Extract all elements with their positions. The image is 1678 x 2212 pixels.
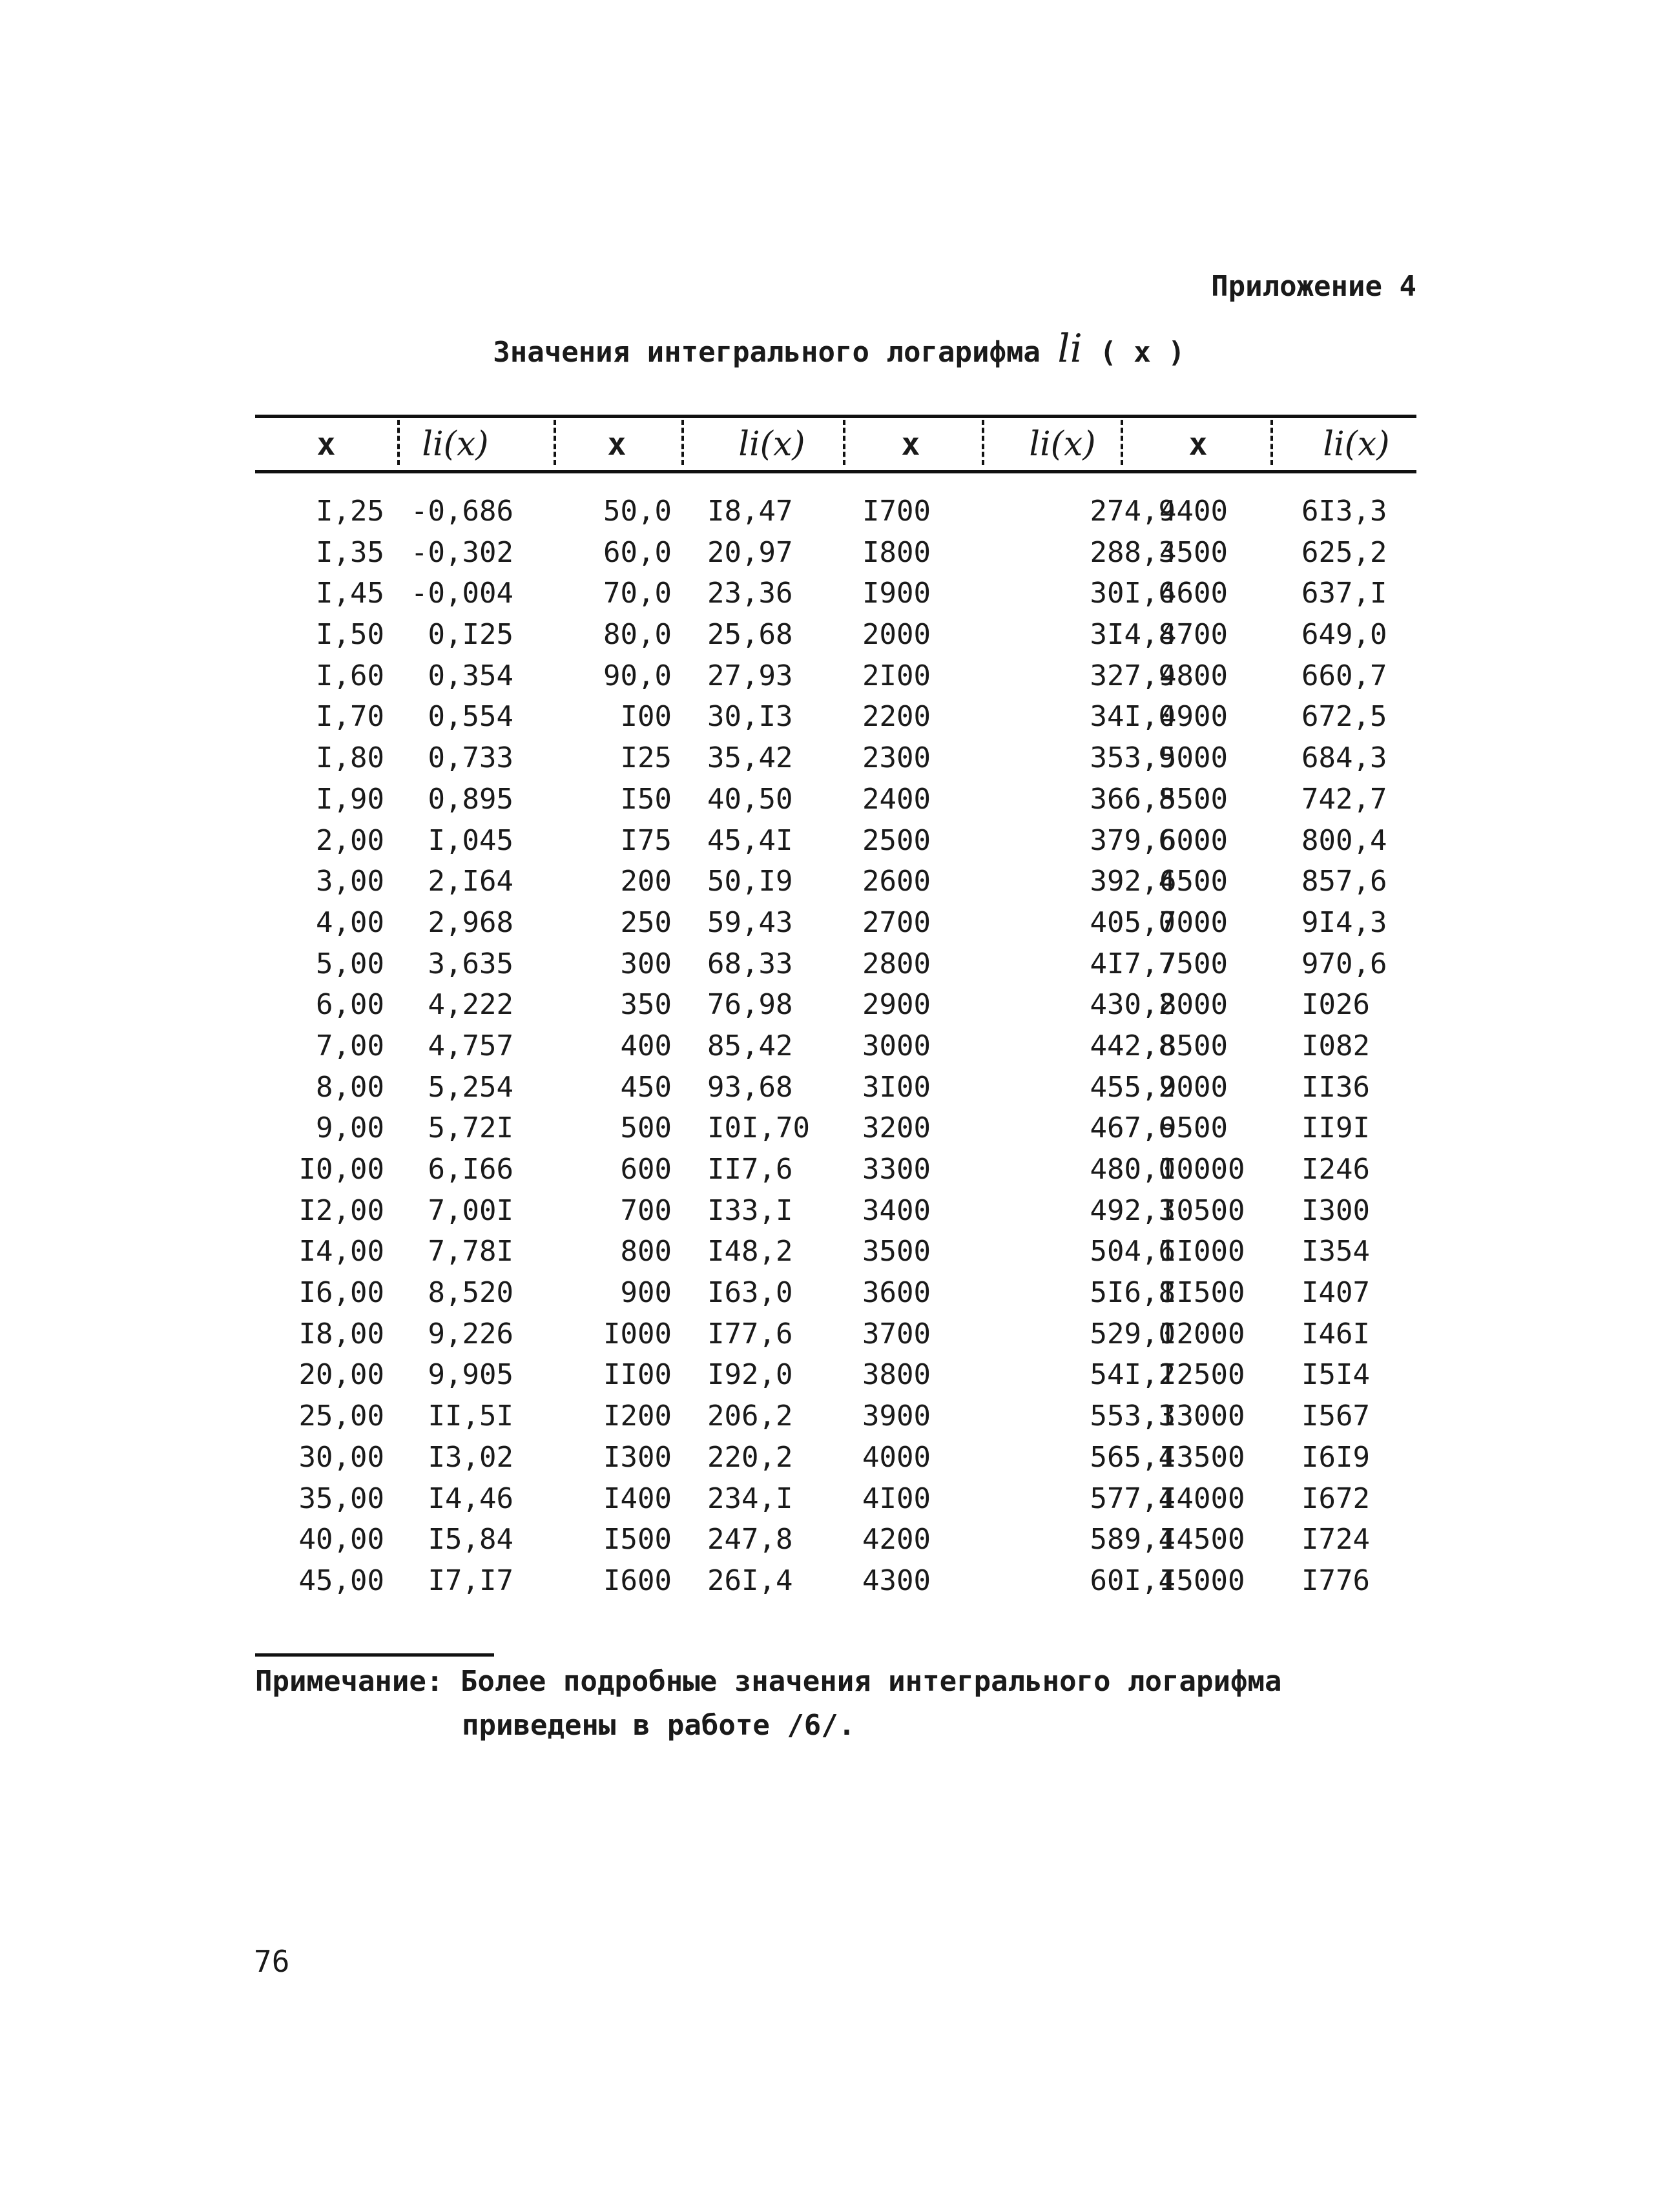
- cell-x: 900: [620, 1276, 672, 1310]
- cell-li: 970,6: [1301, 947, 1387, 980]
- cell-x: 5500: [1159, 782, 1228, 816]
- cell-li: 220,2: [707, 1440, 793, 1474]
- cell-x: 60,0: [603, 535, 672, 569]
- cell-x: 600: [620, 1153, 672, 1186]
- cell-x: I3500: [1159, 1440, 1245, 1474]
- cell-x: II00: [603, 1358, 672, 1392]
- column-separator: [397, 420, 400, 465]
- cell-x: 2,00: [316, 823, 384, 857]
- table-row: [255, 1190, 1416, 1232]
- cell-x: I600: [603, 1564, 672, 1597]
- cell-x: 6500: [1159, 865, 1228, 898]
- cell-li: 5I6,8: [1090, 1276, 1176, 1310]
- cell-li: 327,9: [1090, 659, 1176, 692]
- cell-li: 8,520: [428, 1276, 513, 1310]
- header-cell-li: li(x): [422, 425, 489, 464]
- cell-x: I2,00: [298, 1194, 384, 1227]
- cell-x: I25: [620, 741, 672, 775]
- column-separator: [1270, 420, 1273, 465]
- footnote-label: Примечание:: [255, 1665, 444, 1698]
- cell-li: II,5I: [428, 1400, 513, 1433]
- cell-x: I,45: [316, 577, 384, 610]
- appendix-label: Приложение 4: [1211, 270, 1416, 303]
- cell-li: 3I4,8: [1090, 618, 1176, 652]
- table-row: [255, 614, 1416, 656]
- cell-li: 379,6: [1090, 823, 1176, 857]
- cell-li: I246: [1301, 1153, 1370, 1186]
- cell-x: 300: [620, 947, 672, 980]
- table-top-rule: [255, 415, 1416, 418]
- cell-x: 400: [620, 1029, 672, 1062]
- cell-li: I5,84: [428, 1523, 513, 1556]
- cell-x: I4,00: [298, 1235, 384, 1268]
- cell-x: 800: [620, 1235, 672, 1268]
- cell-li: II36: [1301, 1070, 1370, 1104]
- cell-x: 3500: [862, 1235, 931, 1268]
- cell-li: 234,I: [707, 1482, 793, 1515]
- cell-li: -0,004: [411, 577, 513, 610]
- cell-x: 2700: [862, 905, 931, 939]
- cell-li: 442,8: [1090, 1029, 1176, 1062]
- cell-li: I48,2: [707, 1235, 793, 1268]
- cell-x: 2I00: [862, 659, 931, 692]
- cell-x: 9000: [1159, 1070, 1228, 1104]
- cell-x: 6,00: [316, 988, 384, 1022]
- cell-li: I33,I: [707, 1194, 793, 1227]
- cell-x: 3000: [862, 1029, 931, 1062]
- cell-li: 68,33: [707, 947, 793, 980]
- cell-li: I5I4: [1301, 1358, 1370, 1392]
- cell-x: I0500: [1159, 1194, 1245, 1227]
- table-row: [255, 1354, 1416, 1396]
- cell-li: 565,4: [1090, 1440, 1176, 1474]
- cell-x: 7000: [1159, 905, 1228, 939]
- cell-x: I4000: [1159, 1482, 1245, 1515]
- cell-li: I724: [1301, 1523, 1370, 1556]
- header-cell-li: li(x): [1029, 425, 1096, 464]
- footnote-line-1: Более подробные значения интегрального логарифма: [460, 1665, 1282, 1698]
- cell-x: I000: [603, 1317, 672, 1350]
- cell-li: 25,68: [707, 618, 793, 652]
- cell-x: I2500: [1159, 1358, 1245, 1392]
- cell-x: 2300: [862, 741, 931, 775]
- cell-li: 34I,0: [1090, 700, 1176, 734]
- table-row: [255, 1560, 1416, 1602]
- header-cell-x: x: [901, 426, 920, 462]
- table-body: [255, 491, 1416, 1602]
- table-row: [255, 656, 1416, 697]
- cell-x: I0,00: [298, 1153, 384, 1186]
- cell-li: I082: [1301, 1029, 1370, 1062]
- cell-x: 4,00: [316, 905, 384, 939]
- cell-li: I776: [1301, 1564, 1370, 1597]
- cell-li: I6I9: [1301, 1440, 1370, 1474]
- cell-x: 2500: [862, 823, 931, 857]
- cell-x: I,60: [316, 659, 384, 692]
- cell-x: I,90: [316, 782, 384, 816]
- cell-x: II500: [1159, 1276, 1245, 1310]
- cell-li: I3,02: [428, 1440, 513, 1474]
- cell-x: I300: [603, 1440, 672, 1474]
- cell-x: 5,00: [316, 947, 384, 980]
- cell-li: 504,6: [1090, 1235, 1176, 1268]
- table-row: [255, 984, 1416, 1026]
- cell-x: 2600: [862, 865, 931, 898]
- cell-li: I026: [1301, 988, 1370, 1022]
- cell-li: 9I4,3: [1301, 905, 1387, 939]
- cell-x: 3,00: [316, 865, 384, 898]
- cell-x: I200: [603, 1400, 672, 1433]
- cell-li: 405,0: [1090, 905, 1176, 939]
- cell-x: I,35: [316, 535, 384, 569]
- header-cell-x: x: [316, 426, 336, 462]
- cell-li: 59,43: [707, 905, 793, 939]
- table-row: [255, 1067, 1416, 1108]
- cell-li: I672: [1301, 1482, 1370, 1515]
- cell-li: 23,36: [707, 577, 793, 610]
- cell-li: 247,8: [707, 1523, 793, 1556]
- table-row: [255, 1108, 1416, 1149]
- cell-x: 45,00: [298, 1564, 384, 1597]
- column-separator: [1121, 420, 1123, 465]
- cell-li: 7,00I: [428, 1194, 513, 1227]
- cell-x: 9500: [1159, 1111, 1228, 1145]
- table-row: [255, 573, 1416, 614]
- title-argument: ( x ): [1099, 336, 1185, 369]
- cell-x: I,25: [316, 495, 384, 528]
- cell-li: 54I,2: [1090, 1358, 1176, 1392]
- cell-x: 2200: [862, 700, 931, 734]
- cell-x: 5000: [1159, 741, 1228, 775]
- cell-li: 0,I25: [428, 618, 513, 652]
- cell-li: 76,98: [707, 988, 793, 1022]
- cell-li: 4,757: [428, 1029, 513, 1062]
- table-row: [255, 1272, 1416, 1314]
- cell-x: 3300: [862, 1153, 931, 1186]
- cell-x: 450: [620, 1070, 672, 1104]
- cell-x: 9,00: [316, 1111, 384, 1145]
- cell-li: 27,93: [707, 659, 793, 692]
- footnote-line-2: приведены в работе /6/.: [462, 1709, 856, 1742]
- cell-li: I567: [1301, 1400, 1370, 1433]
- cell-x: 35,00: [298, 1482, 384, 1515]
- table-row: [255, 696, 1416, 738]
- cell-li: 625,2: [1301, 535, 1387, 569]
- cell-x: 2400: [862, 782, 931, 816]
- cell-li: 93,68: [707, 1070, 793, 1104]
- cell-li: I77,6: [707, 1317, 793, 1350]
- table-header: [255, 420, 1416, 469]
- cell-li: 30I,6: [1090, 577, 1176, 610]
- cell-x: I2000: [1159, 1317, 1245, 1350]
- cell-li: II9I: [1301, 1111, 1370, 1145]
- cell-x: 2000: [862, 618, 931, 652]
- cell-li: I63,0: [707, 1276, 793, 1310]
- cell-li: 800,4: [1301, 823, 1387, 857]
- cell-x: 350: [620, 988, 672, 1022]
- footnote: [255, 1660, 1281, 1748]
- cell-x: 50,0: [603, 495, 672, 528]
- cell-x: 80,0: [603, 618, 672, 652]
- cell-x: II000: [1159, 1235, 1245, 1268]
- cell-x: 4600: [1159, 577, 1228, 610]
- cell-li: -0,302: [411, 535, 513, 569]
- cell-x: 3800: [862, 1358, 931, 1392]
- cell-x: I0000: [1159, 1153, 1245, 1186]
- cell-li: 9,905: [428, 1358, 513, 1392]
- cell-li: 60I,4: [1090, 1564, 1176, 1597]
- table-row: [255, 1149, 1416, 1190]
- cell-li: I300: [1301, 1194, 1370, 1227]
- cell-li: 3,635: [428, 947, 513, 980]
- cell-x: 4200: [862, 1523, 931, 1556]
- cell-li: 6,I66: [428, 1153, 513, 1186]
- table-row: [255, 1026, 1416, 1067]
- table-row: [255, 738, 1416, 779]
- table-row: [255, 902, 1416, 944]
- cell-x: I,70: [316, 700, 384, 734]
- cell-x: I400: [603, 1482, 672, 1515]
- column-separator: [843, 420, 845, 465]
- cell-x: 8000: [1159, 988, 1228, 1022]
- cell-li: 660,7: [1301, 659, 1387, 692]
- cell-li: 467,6: [1090, 1111, 1176, 1145]
- cell-li: 455,2: [1090, 1070, 1176, 1104]
- header-cell-x: x: [1188, 426, 1208, 462]
- cell-li: 492,3: [1090, 1194, 1176, 1227]
- cell-x: 3I00: [862, 1070, 931, 1104]
- cell-li: 589,4: [1090, 1523, 1176, 1556]
- cell-li: 26I,4: [707, 1564, 793, 1597]
- table-row: [255, 944, 1416, 985]
- cell-x: 4I00: [862, 1482, 931, 1515]
- cell-li: I0I,70: [707, 1111, 810, 1145]
- table-row: [255, 779, 1416, 820]
- cell-x: 4400: [1159, 495, 1228, 528]
- cell-x: I3000: [1159, 1400, 1245, 1433]
- cell-li: 392,4: [1090, 865, 1176, 898]
- cell-li: I4,46: [428, 1482, 513, 1515]
- cell-li: 672,5: [1301, 700, 1387, 734]
- cell-li: 5,254: [428, 1070, 513, 1104]
- cell-li: 0,895: [428, 782, 513, 816]
- cell-x: 90,0: [603, 659, 672, 692]
- cell-li: I407: [1301, 1276, 1370, 1310]
- table-row: [255, 1519, 1416, 1560]
- page-number: 76: [254, 1944, 290, 1979]
- cell-x: 30,00: [298, 1440, 384, 1474]
- table-row: [255, 1437, 1416, 1478]
- cell-x: 3700: [862, 1317, 931, 1350]
- table-row: [255, 1478, 1416, 1520]
- cell-li: 40,50: [707, 782, 793, 816]
- table-row: [255, 1231, 1416, 1272]
- cell-li: 742,7: [1301, 782, 1387, 816]
- cell-x: 4300: [862, 1564, 931, 1597]
- cell-li: 4,222: [428, 988, 513, 1022]
- cell-li: 274,9: [1090, 495, 1176, 528]
- cell-x: I5000: [1159, 1564, 1245, 1597]
- column-separator: [982, 420, 984, 465]
- cell-li: 480,0: [1090, 1153, 1176, 1186]
- cell-x: 7500: [1159, 947, 1228, 980]
- cell-x: I500: [603, 1523, 672, 1556]
- cell-x: 20,00: [298, 1358, 384, 1392]
- cell-x: 4800: [1159, 659, 1228, 692]
- cell-li: 50,I9: [707, 865, 793, 898]
- header-cell-x: x: [607, 426, 627, 462]
- cell-x: I,50: [316, 618, 384, 652]
- cell-li: 0,354: [428, 659, 513, 692]
- cell-x: I50: [620, 782, 672, 816]
- cell-li: -0,686: [411, 495, 513, 528]
- cell-x: 25,00: [298, 1400, 384, 1433]
- cell-li: 2,968: [428, 905, 513, 939]
- cell-li: 85,42: [707, 1029, 793, 1062]
- cell-li: 7,78I: [428, 1235, 513, 1268]
- cell-x: 3900: [862, 1400, 931, 1433]
- cell-x: 4700: [1159, 618, 1228, 652]
- cell-li: 45,4I: [707, 823, 793, 857]
- cell-li: I46I: [1301, 1317, 1370, 1350]
- cell-x: 4000: [862, 1440, 931, 1474]
- table-row: [255, 820, 1416, 862]
- title-text: Значения интегрального логарифма: [493, 336, 1041, 369]
- cell-x: 70,0: [603, 577, 672, 610]
- cell-li: 0,733: [428, 741, 513, 775]
- cell-li: I354: [1301, 1235, 1370, 1268]
- cell-x: 4500: [1159, 535, 1228, 569]
- cell-li: 857,6: [1301, 865, 1387, 898]
- cell-x: I700: [862, 495, 931, 528]
- cell-li: 6I3,3: [1301, 495, 1387, 528]
- cell-x: I00: [620, 700, 672, 734]
- cell-li: I7,I7: [428, 1564, 513, 1597]
- cell-li: 5,72I: [428, 1111, 513, 1145]
- cell-x: I6,00: [298, 1276, 384, 1310]
- cell-li: 20,97: [707, 535, 793, 569]
- cell-li: 637,I: [1301, 577, 1387, 610]
- cell-li: 0,554: [428, 700, 513, 734]
- cell-li: 2,I64: [428, 865, 513, 898]
- cell-li: 206,2: [707, 1400, 793, 1433]
- cell-x: 8500: [1159, 1029, 1228, 1062]
- table-row: [255, 1396, 1416, 1437]
- cell-x: I,80: [316, 741, 384, 775]
- title-function: li: [1057, 326, 1082, 371]
- column-separator: [554, 420, 556, 465]
- cell-x: 3400: [862, 1194, 931, 1227]
- cell-x: 250: [620, 905, 672, 939]
- table-header-rule: [255, 470, 1416, 473]
- cell-x: 500: [620, 1111, 672, 1145]
- cell-x: I800: [862, 535, 931, 569]
- header-cell-li: li(x): [1323, 425, 1390, 464]
- cell-li: 288,3: [1090, 535, 1176, 569]
- column-separator: [681, 420, 684, 465]
- cell-li: 684,3: [1301, 741, 1387, 775]
- cell-x: 6000: [1159, 823, 1228, 857]
- table-row: [255, 532, 1416, 574]
- cell-li: II7,6: [707, 1153, 793, 1186]
- footnote-rule: [255, 1653, 494, 1657]
- header-cell-li: li(x): [738, 425, 805, 464]
- cell-x: 8,00: [316, 1070, 384, 1104]
- cell-li: I,045: [428, 823, 513, 857]
- cell-x: 700: [620, 1194, 672, 1227]
- cell-li: 9,226: [428, 1317, 513, 1350]
- cell-li: 366,8: [1090, 782, 1176, 816]
- cell-li: 577,4: [1090, 1482, 1176, 1515]
- table-row: [255, 1314, 1416, 1355]
- cell-li: 430,2: [1090, 988, 1176, 1022]
- cell-li: 4I7,7: [1090, 947, 1176, 980]
- cell-x: 200: [620, 865, 672, 898]
- cell-x: 2900: [862, 988, 931, 1022]
- cell-x: I8,00: [298, 1317, 384, 1350]
- cell-x: 3600: [862, 1276, 931, 1310]
- cell-x: I75: [620, 823, 672, 857]
- cell-li: 529,0: [1090, 1317, 1176, 1350]
- cell-x: 2800: [862, 947, 931, 980]
- cell-li: 353,9: [1090, 741, 1176, 775]
- cell-x: 7,00: [316, 1029, 384, 1062]
- cell-x: 40,00: [298, 1523, 384, 1556]
- page-title: [0, 326, 1678, 371]
- cell-li: 649,0: [1301, 618, 1387, 652]
- cell-x: I900: [862, 577, 931, 610]
- cell-li: I92,0: [707, 1358, 793, 1392]
- cell-x: 3200: [862, 1111, 931, 1145]
- table-row: [255, 491, 1416, 532]
- cell-li: I8,47: [707, 495, 793, 528]
- cell-li: 30,I3: [707, 700, 793, 734]
- cell-li: 553,3: [1090, 1400, 1176, 1433]
- cell-x: I4500: [1159, 1523, 1245, 1556]
- table-row: [255, 861, 1416, 902]
- cell-x: 4900: [1159, 700, 1228, 734]
- cell-li: 35,42: [707, 741, 793, 775]
